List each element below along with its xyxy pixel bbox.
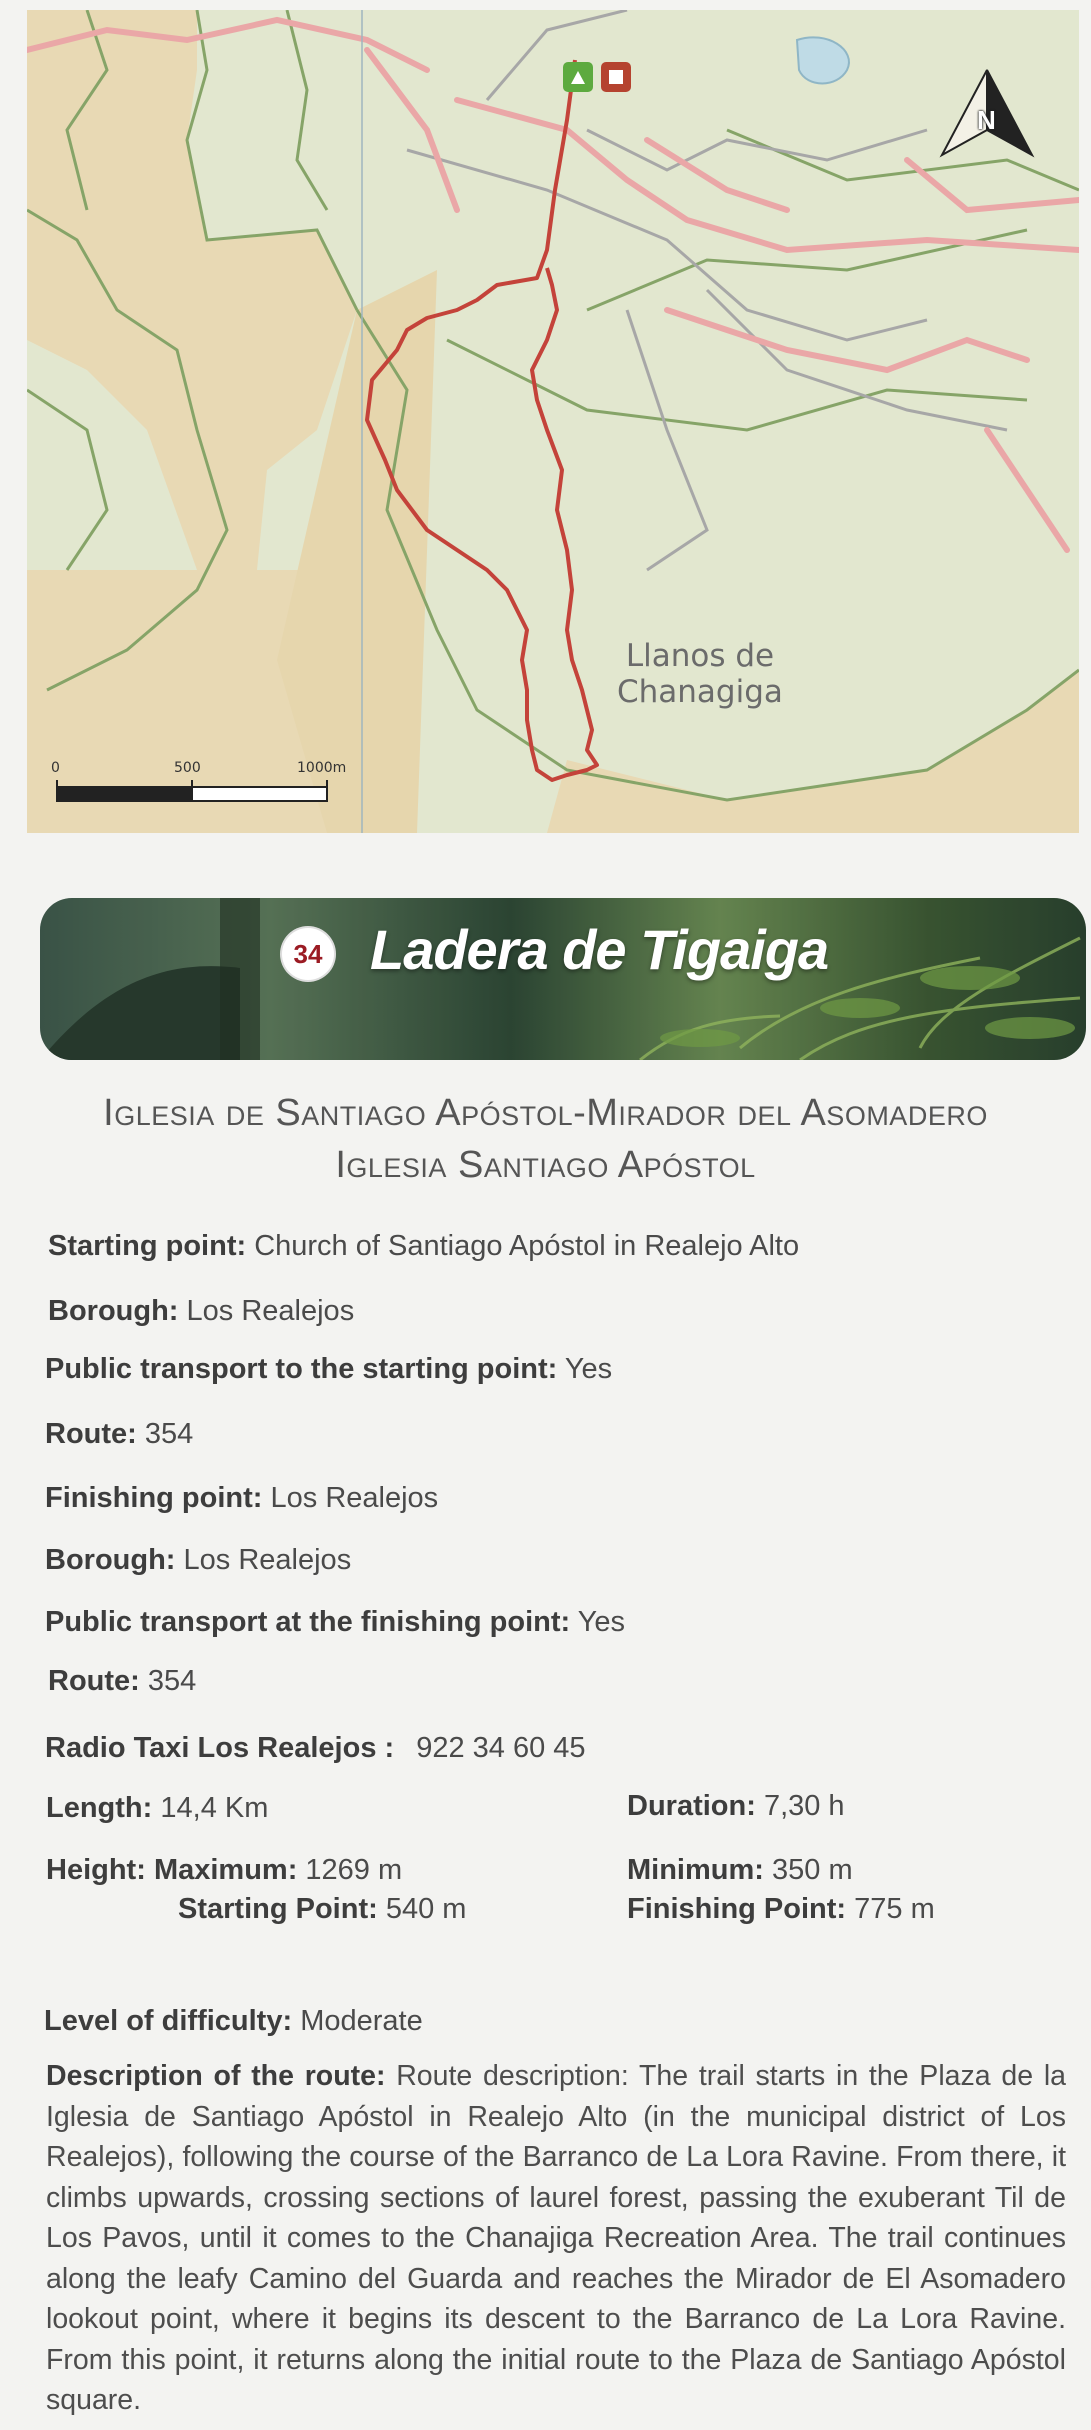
route-finish-label: Route: [48,1665,140,1697]
route-subtitle-line1: Iglesia de Santiago Apóstol-Mirador del Asomadero [103,1092,988,1134]
route-banner [40,898,1086,1060]
radio-taxi-label: Radio Taxi Los Realejos : [45,1732,395,1764]
finishing-point-value: Los Realejos [270,1482,439,1514]
public-transport-finish-value: Yes [577,1606,626,1638]
scale-label-mid: 500 [174,760,201,776]
starting-point-value: Church of Santiago Apóstol in Realejo Alto [254,1230,800,1262]
route-start-label: Route: [45,1418,137,1450]
starting-height-row [178,1893,466,1926]
borough-finish-row [45,1544,351,1577]
place-label-line2: Chanagiga [617,674,783,710]
route-start-value: 354 [144,1418,194,1450]
public-transport-start-row [45,1353,612,1386]
pond [797,37,849,83]
scale-label-zero: 0 [51,760,60,776]
place-label-line1: Llanos de [625,638,775,674]
public-transport-finish-row [45,1606,625,1639]
scale-label-end: 1000m [297,760,347,776]
finishing-point-label: Finishing point: [45,1482,263,1514]
route-map[interactable] [27,10,1079,833]
length-row [46,1792,268,1825]
finishing-point-row [45,1482,438,1515]
public-transport-start-label: Public transport to the starting point: [45,1353,558,1385]
map-graphic [27,10,1079,833]
place-label [617,638,783,710]
finishing-height-value: 775 m [854,1893,935,1925]
duration-row [627,1790,845,1823]
starting-height-value: 540 m [385,1893,467,1925]
starting-point-label: Starting point: [48,1230,247,1262]
maximum-value: 1269 m [305,1854,403,1886]
finishing-height-row [627,1893,935,1926]
route-start-row [45,1418,193,1451]
starting-height-label: Starting Point: [178,1893,378,1925]
route-description [46,2056,1066,2421]
duration-value: 7,30 h [763,1790,845,1822]
route-finish-value: 354 [147,1665,197,1697]
difficulty-value: Moderate [300,2005,423,2037]
description-text: Route description: The trail starts in the Plaza de la Iglesia de Santiago Apóstol in Realejo Alto (in the municipal district of Los Realejos), following the course of the Barranco de La Lora Ravine. From there, it climbs upwards, crossing sections of laurel forest, passing the exuberant Til de Los Pavos, until it comes to the Chanajiga Recreation Area. The trail continues along the leafy Camino del Guarda and reaches the Mirador de El Asomadero lookout point, where it begins its descent to the Barranco de La Lora Ravine. From this point, it returns along the initial route to the Plaza de Santiago Apóstol square. [46,2060,1066,2416]
length-value: 14,4 Km [160,1792,269,1824]
public-transport-finish-label: Public transport at the finishing point: [45,1606,571,1638]
description-label: Description of the route: [46,2060,386,2092]
radio-taxi-value: 922 34 60 45 [416,1732,586,1764]
minimum-row [627,1854,853,1887]
finishing-height-label: Finishing Point: [627,1893,847,1925]
height-label: Height: [46,1854,146,1886]
borough-finish-label: Borough: [45,1544,176,1576]
minimum-label: Minimum: [627,1854,764,1886]
radio-taxi-row [45,1732,586,1765]
north-label: N [977,105,996,135]
public-transport-start-value: Yes [564,1353,613,1385]
difficulty-row [44,2005,423,2038]
borough-start-row [48,1295,354,1328]
difficulty-label: Level of difficulty: [44,2005,293,2037]
borough-start-value: Los Realejos [186,1295,355,1327]
duration-label: Duration: [627,1790,756,1822]
borough-start-label: Borough: [48,1295,179,1327]
borough-finish-value: Los Realejos [183,1544,352,1576]
height-row [46,1854,402,1887]
route-subtitle-line2: Iglesia Santiago Apóstol [335,1144,756,1186]
starting-point-row [48,1230,799,1263]
length-label: Length: [46,1792,153,1824]
route-number-badge: 34 [282,928,334,980]
route-finish-row [48,1665,196,1698]
maximum-label: Maximum: [153,1854,298,1886]
minimum-value: 350 m [772,1854,853,1886]
route-title: Ladera de Tigaiga [370,918,829,981]
